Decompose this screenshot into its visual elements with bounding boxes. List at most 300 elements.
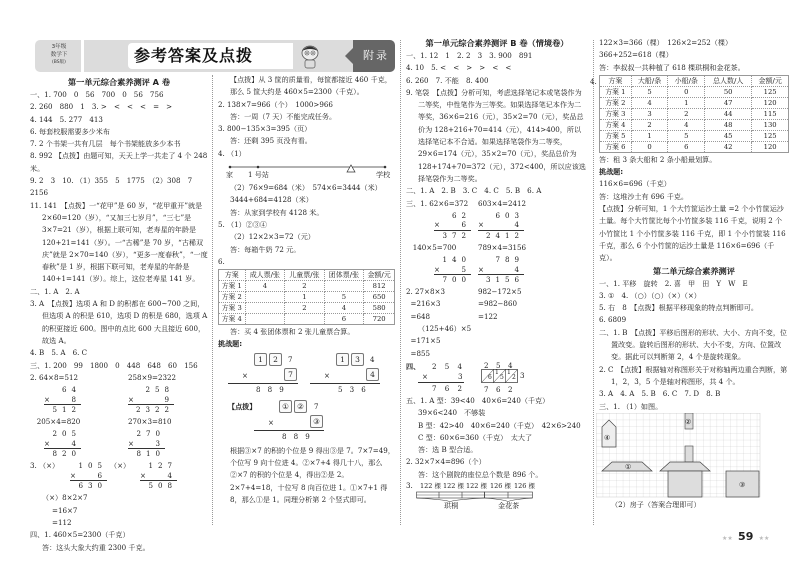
puzzle-digit: 4 bbox=[370, 354, 375, 364]
table-cell bbox=[245, 292, 285, 303]
table-cell: 方案 6 bbox=[600, 141, 632, 152]
multiplier: 4 bbox=[167, 470, 177, 480]
lattice-cell: 2 bbox=[512, 373, 516, 381]
answer-line: 9. 2 3 10. （1）355 5 1775 （2）308 7 2156 bbox=[30, 176, 200, 198]
page-header-banner bbox=[35, 40, 395, 72]
bar-diagram bbox=[416, 488, 541, 502]
table-cell: 2 bbox=[631, 119, 668, 130]
shape-3-label: ③ bbox=[739, 479, 746, 489]
answer-line: 366+252=618（棵） bbox=[599, 50, 673, 60]
appendix-tab: 附录 bbox=[353, 40, 395, 72]
table-cell: 5 bbox=[631, 86, 668, 97]
multiplier-row bbox=[478, 220, 524, 231]
column-1 bbox=[30, 76, 208, 554]
grade-label bbox=[39, 43, 79, 69]
table-cell: 0 bbox=[668, 86, 705, 97]
table-cell: 6 bbox=[668, 141, 705, 152]
vertical-multiplication-row bbox=[30, 460, 208, 492]
verdict-label: 3. （×） bbox=[30, 461, 60, 471]
page-number: 59 bbox=[738, 530, 754, 543]
table-cell: 2 bbox=[668, 108, 705, 119]
answer-line: 7. 2 个书架一共有几层 每个书架能放多少本书 bbox=[30, 139, 181, 149]
answer-part: 140×5=700 bbox=[406, 242, 457, 252]
puzzle-box: 1 bbox=[336, 353, 349, 366]
answer-line: 39×6<240 不够装 bbox=[418, 408, 486, 418]
part-label: 126 棵 bbox=[514, 482, 535, 491]
answer-table-block bbox=[590, 75, 789, 153]
lattice-cell: 6 bbox=[488, 373, 492, 381]
answer-line: 3. ① 4. （○）（○）（×）（×） bbox=[599, 290, 701, 300]
lattice-cell: 1 bbox=[495, 368, 499, 376]
header-separator bbox=[81, 40, 84, 72]
answer-table-block bbox=[218, 269, 395, 325]
vertical-multiplication bbox=[478, 211, 524, 241]
answer-line: 答：选 B 型合适。 bbox=[418, 445, 478, 455]
multiplier: 6 bbox=[461, 220, 471, 230]
table-cell: 1 bbox=[668, 97, 705, 108]
puzzle-box: 4 bbox=[366, 368, 379, 381]
puzzle-box: 1 bbox=[254, 353, 267, 366]
table-cell: 2 bbox=[285, 303, 325, 314]
table-header-cell: 方案 bbox=[219, 270, 246, 281]
multiplier-row bbox=[70, 471, 107, 482]
table-cell: 120 bbox=[752, 97, 789, 108]
rule-line bbox=[418, 382, 464, 383]
answer-line: 答：这头大象大约重 2300 千克。 bbox=[42, 542, 150, 552]
table-row bbox=[219, 281, 395, 292]
table-header-row bbox=[600, 75, 789, 86]
multiplicand: 270 bbox=[136, 429, 165, 439]
part-label: 122 棵 bbox=[420, 482, 441, 491]
table-cell bbox=[324, 281, 364, 292]
table-cell: 方案 3 bbox=[219, 303, 246, 314]
table-cell: 650 bbox=[364, 292, 395, 303]
school-label: 学校 bbox=[376, 170, 391, 180]
multiplier: 6 bbox=[97, 470, 107, 480]
table-header-cell: 成人票/张 bbox=[245, 270, 285, 281]
table-header-cell: 儿童票/张 bbox=[285, 270, 325, 281]
table-cell: 130 bbox=[752, 119, 789, 130]
table-cell: 812 bbox=[364, 281, 395, 292]
times-sign: × bbox=[44, 394, 55, 404]
times-sign: × bbox=[128, 438, 139, 448]
table-cell bbox=[245, 314, 285, 325]
multiplier-row bbox=[434, 265, 471, 276]
product: 2412 bbox=[485, 230, 524, 240]
times-sign: × bbox=[478, 264, 489, 274]
answer-line: =855 bbox=[406, 348, 430, 358]
answer-pair bbox=[406, 298, 588, 310]
product: 508 bbox=[148, 481, 177, 491]
table-cell: 47 bbox=[705, 97, 752, 108]
answer-line: 二、1. B 【点拨】平移后图形的形状、大小、方向不变，位置改变。旋转后图形的形状、大小不变，方向、位置改变。据此可以判断第 2，4 个是旋转现象。 bbox=[599, 327, 788, 362]
multiplicand: 62 bbox=[451, 210, 471, 220]
shape-4-label: ④ bbox=[604, 432, 611, 442]
shape-1-label: ① bbox=[625, 461, 632, 471]
puzzle-digit: 7 bbox=[314, 401, 319, 411]
table-cell: 115 bbox=[752, 108, 789, 119]
answer-line: 3. A 【点拨】选项 A 和 D 的积都在 600~700 之间，但选项 A 的积是 610，选项 D 的积是 680，选项 A 的积更接近 600。图中的点比 600 大且接近 600，故选 A。 bbox=[30, 299, 210, 345]
product: 7 6 2 bbox=[432, 383, 466, 393]
answer-line: 答：还剩 395 页没有看。 bbox=[230, 136, 312, 146]
answer-part: 2. 27×8×3 bbox=[406, 287, 445, 297]
table-header-row bbox=[219, 270, 395, 281]
answer-line: 6. 每套校服需要多少米布 bbox=[30, 126, 110, 136]
product: 810 bbox=[136, 449, 165, 459]
table-cell: 580 bbox=[364, 303, 395, 314]
vertical-multiplication bbox=[434, 211, 471, 241]
table-row bbox=[219, 314, 395, 325]
product: 512 bbox=[52, 405, 81, 415]
table-cell: 48 bbox=[705, 119, 752, 130]
vertical-multiplication bbox=[30, 461, 107, 491]
multiplier: 4 bbox=[514, 220, 524, 230]
group-label: 珙桐 bbox=[444, 501, 459, 511]
answer-line: 4. 10 5. < < > > < < bbox=[406, 63, 512, 73]
multiplicand: 789 bbox=[495, 255, 524, 265]
product: 700 bbox=[442, 275, 471, 285]
answer-line: 3444+684=4128（米） bbox=[230, 195, 313, 205]
table-cell: 方案 1 bbox=[600, 86, 632, 97]
answer-line: 9. 笔袋 【点拨】分析可知，考虑选择笔记本或笔袋作为二等奖，中性笔作为三等奖。如果选择笔记本作为二等奖，36×6=216（元），35×2=70（元），奖品总价为 128+216+70=414（元），414>400，所以选择笔记本不合适。如果选择笔袋作为二等奖，29×6=174（元），35×2=70（元），奖品总价为 128+174+70=372（元），372<400，所以应该选择笔袋作为二等奖。 bbox=[406, 87, 586, 183]
answer-line: 11. 141 【点拨】一“花甲”是 60 岁，“花甲重开”就是 2×60=120（岁），“又加三七岁月”，“三七”是 3×7=21（岁），根据上联可知，老寿星的年龄是 120+21=141（岁）。一“古稀”是 70 岁，“古稀双庆”就是 2×70=140（岁），“更多一度春秋”，“一度春秋”是 1 岁，根据下联可知，老寿星的年龄是 140+1=141（岁）。综上，这位老寿星 141 岁。 bbox=[30, 200, 208, 284]
table-cell: 方案 4 bbox=[219, 314, 246, 325]
answer-part: 2. 64×8=512 bbox=[30, 372, 78, 382]
times-sign: × bbox=[434, 220, 445, 230]
answer-part: 三、1. 62×6=372 bbox=[406, 198, 469, 208]
answer-line: 122×3=366（棵） 126×2=252（棵） bbox=[599, 38, 733, 47]
table-row bbox=[600, 141, 789, 152]
table-header-cell: 金额/元 bbox=[752, 75, 789, 86]
table-cell: 42 bbox=[705, 141, 752, 152]
table-cell: 45 bbox=[705, 130, 752, 141]
table-header-cell: 大船/条 bbox=[631, 75, 668, 86]
multiplicand: 205 bbox=[52, 429, 81, 439]
puzzle-digit: 7 bbox=[288, 354, 293, 364]
answer-part: 270×3=810 bbox=[128, 417, 172, 427]
table-cell: 720 bbox=[364, 314, 395, 325]
multiplier-row bbox=[478, 265, 524, 276]
answer-pair bbox=[406, 198, 588, 210]
table-cell: 6 bbox=[324, 314, 364, 325]
station-label: 1 号站 bbox=[248, 170, 269, 180]
number-line-diagram bbox=[218, 160, 395, 182]
star-icon bbox=[764, 535, 769, 542]
rule-line bbox=[310, 383, 380, 384]
answer-line: 三、1. （1）如图。 bbox=[599, 401, 663, 411]
table-cell: 1 bbox=[631, 130, 668, 141]
item-label: 4. bbox=[590, 76, 597, 86]
answer-line: 2. 260 880 1 3. > < < < = > bbox=[30, 102, 173, 112]
table-header-cell: 团体票/张 bbox=[324, 270, 364, 281]
lattice-cell: 1 bbox=[507, 368, 511, 376]
times-sign: × bbox=[268, 417, 274, 427]
subject: 数学下 bbox=[50, 52, 68, 58]
product: 372 bbox=[442, 230, 471, 240]
table-header-cell: 小船/条 bbox=[668, 75, 705, 86]
answer-pair bbox=[406, 286, 588, 298]
vertical-multiplication bbox=[128, 429, 165, 459]
table-cell: 4 bbox=[631, 97, 668, 108]
answer-line: 答：租 3 条大船和 2 条小船最划算。 bbox=[599, 154, 717, 164]
answer-line: =112 bbox=[52, 518, 72, 528]
multiplier-row bbox=[128, 439, 165, 450]
answer-line: 116×6=696（千克） bbox=[599, 179, 671, 189]
answer-part: 789×4=3156 bbox=[478, 242, 526, 252]
table-cell: 1 bbox=[285, 292, 325, 303]
answer-line: 挑战题: bbox=[218, 339, 243, 349]
multiplier-row bbox=[44, 439, 81, 450]
multiplier: 8 bbox=[71, 394, 81, 404]
vertical-multiplication-row bbox=[406, 254, 588, 286]
translation-grid-figure bbox=[596, 413, 789, 499]
table-row bbox=[600, 130, 789, 141]
table-cell: 方案 5 bbox=[600, 130, 632, 141]
section-label: 四、 bbox=[406, 361, 421, 371]
answer-line: 4. B 5. A 6. C bbox=[30, 348, 88, 358]
answer-line: 答：一周（7 天）不能完成任务。 bbox=[230, 111, 337, 121]
answer-line: 答：每箱牛奶 72 元。 bbox=[230, 244, 301, 254]
vertical-multiplication bbox=[44, 385, 81, 415]
table-row bbox=[600, 86, 789, 97]
table-cell: 方案 3 bbox=[600, 108, 632, 119]
part-label: 126 棵 bbox=[490, 482, 511, 491]
vertical-multiplication bbox=[128, 385, 174, 415]
product: 3156 bbox=[485, 275, 524, 285]
vertical-multiplication-row bbox=[30, 428, 208, 460]
edition: (BS版) bbox=[52, 60, 66, 65]
section-title: 第一单元综合素养测评 B 卷（情境卷） bbox=[425, 38, 569, 48]
answer-line: （2）76×9=684（米） 574×6=3444（米） bbox=[230, 183, 382, 193]
puzzle-box: 2 bbox=[269, 353, 282, 366]
answer-line: 根据③×7 的积的个位是 9 得出③是 7。7×7=49，个位写 9 向十位进 4。②×7+4 得几十八，那么②×7 的积的个位是 4，得出②是 2。2×7+4=18，十位写 8 向百位进 1。①×7+1 得 8，那么①是 1。同理分析第 2 个竖式即可。 bbox=[230, 445, 395, 504]
vertical-multiplication-row bbox=[30, 384, 208, 416]
multiplicand: 105 bbox=[78, 461, 107, 471]
answer-line: 挑战题: bbox=[599, 167, 624, 177]
column-2 bbox=[218, 74, 395, 506]
table-cell: 2 bbox=[285, 281, 325, 292]
answer-part: =122 bbox=[478, 311, 498, 321]
answer-line: （125+46）×5 bbox=[418, 324, 472, 334]
times-sign: × bbox=[434, 264, 445, 274]
multiplier-row bbox=[434, 220, 471, 231]
answer-line: 五、1. A 型：39<40 40×6=240（千克） bbox=[406, 395, 550, 405]
answer-part: =216×3 bbox=[406, 299, 441, 309]
answer-line: 6. bbox=[218, 256, 225, 266]
product: 820 bbox=[52, 449, 81, 459]
multiplier: 3 bbox=[155, 438, 165, 448]
answer-line: 二、1. A 2. A bbox=[30, 286, 80, 296]
answer-line: 3. A 4. A 5. B 6. C 7. D 8. B bbox=[599, 389, 721, 399]
table-row bbox=[219, 303, 395, 314]
times-sign: × bbox=[478, 220, 489, 230]
item-label: 3. bbox=[406, 481, 413, 491]
part-label: 122 棵 bbox=[443, 482, 464, 491]
table-cell: 方案 1 bbox=[219, 281, 246, 292]
lattice-bottom: 2 bbox=[508, 384, 513, 394]
lattice-bottom: 7 bbox=[484, 384, 489, 394]
answer-pair bbox=[406, 242, 588, 254]
table-header-cell: 金额/元 bbox=[364, 270, 395, 281]
lattice-multiplication bbox=[406, 360, 588, 395]
page-number-footer bbox=[722, 530, 769, 543]
answer-line: 2. C 【点拨】根据轴对称图形关于对称轴两边重合判断，第 1，2，3，5 个是轴对称图形，共 4 个。 bbox=[599, 364, 790, 386]
puzzle-box: ① bbox=[279, 400, 292, 413]
answer-part: 205×4=820 bbox=[30, 417, 81, 427]
answer-part: 603×4=2412 bbox=[478, 198, 526, 208]
answer-line: 2. 32×7×4=896（个） bbox=[406, 457, 486, 467]
vertical-multiplication bbox=[110, 461, 177, 491]
table-cell bbox=[285, 314, 325, 325]
table-cell: 125 bbox=[752, 130, 789, 141]
hint-puzzle bbox=[218, 398, 395, 445]
table-cell: 4 bbox=[668, 119, 705, 130]
answer-line: 一、1. 平移 旋转 2. 喜 甲 田 Y W E bbox=[599, 278, 748, 288]
column-divider bbox=[593, 40, 594, 525]
answer-line: 一、1. 700 0 56 700 0 56 756 bbox=[30, 90, 164, 99]
mascot-icon bbox=[297, 43, 323, 69]
answer-line: 4. （1） bbox=[218, 148, 246, 158]
planting-diagram bbox=[406, 481, 588, 511]
answer-line: 【点拨】分析可知，1 个大竹筐运沙土量 =2 个小竹筐运沙土量。每个大竹筐比每个小竹筐多装 116 千克，说明 2 个小竹筐比 1 个小竹筐多装 116 千克，即 1 个小竹筐装 116 千克，那么 6 个小竹筐的运沙土量是 116×6=696（千克）。 bbox=[599, 204, 788, 263]
times-sign: × bbox=[242, 370, 248, 380]
multiplicand: 140 bbox=[442, 255, 471, 265]
answer-line: 6. 6809 bbox=[599, 315, 627, 325]
answer-line: 4. 144 5. 277 413 bbox=[30, 114, 103, 124]
multiplier-row bbox=[140, 471, 177, 482]
verdict-label: （×） bbox=[110, 461, 131, 471]
puzzle-result: 8 8 9 bbox=[256, 384, 284, 394]
answer-line: 答：这个剧院的座位总个数是 896 个。 bbox=[418, 469, 543, 479]
multiplicand: 64 bbox=[61, 385, 81, 395]
table-cell: 0 bbox=[631, 141, 668, 152]
answer-pair bbox=[30, 416, 208, 428]
home-label: 家 bbox=[226, 170, 234, 180]
answer-line: C 型：60×6=360（千克） 太大了 bbox=[418, 432, 533, 442]
answer-line: 【点拨】从 3 筐的质量看，每筐都接近 460 千克，那么 5 筐大约是 460×5=2300（千克）。 bbox=[230, 75, 392, 97]
multiplier: 4 bbox=[514, 264, 524, 274]
answer-line: 6. 260 7. 不能 8. 400 bbox=[406, 75, 489, 85]
answer-part: =982−860 bbox=[478, 299, 517, 309]
lattice-side: 3 bbox=[520, 370, 525, 380]
vertical-multiplication bbox=[434, 255, 471, 285]
table-row bbox=[600, 108, 789, 119]
table-cell: 方案 2 bbox=[600, 97, 632, 108]
table-cell: 120 bbox=[752, 141, 789, 152]
table-row bbox=[219, 292, 395, 303]
answer-line: 一、1. 12 1 2. 2 3 3. 900 891 bbox=[406, 51, 533, 60]
column-3 bbox=[406, 37, 588, 511]
times-sign: × bbox=[324, 370, 330, 380]
puzzle-box: 7 bbox=[284, 368, 297, 381]
vertical-multiplication bbox=[44, 429, 81, 459]
hint-label: 【点拨】 bbox=[228, 401, 257, 411]
answer-line: 答：从家到学校有 4128 米。 bbox=[230, 207, 324, 217]
answer-part: 258×9=2322 bbox=[128, 372, 176, 382]
multiplier-row bbox=[128, 395, 174, 406]
times-sign: × bbox=[140, 470, 151, 480]
answer-line: 三、1. 200 99 1800 0 448 648 60 156 bbox=[30, 360, 198, 370]
rule-line bbox=[228, 383, 298, 384]
table-cell: 方案 4 bbox=[600, 119, 632, 130]
times-sign: × bbox=[70, 470, 81, 480]
answer-line: 答：买 4 张团体票和 2 张儿童票合算。 bbox=[230, 327, 355, 337]
product: 630 bbox=[78, 481, 107, 491]
product: 2322 bbox=[135, 405, 174, 415]
answer-line: 二、1. A 2. B 3. C 4. C 5. B 6. A bbox=[406, 186, 542, 196]
group-label: 金花茶 bbox=[498, 501, 520, 511]
section-title: 第二单元综合素养测评 bbox=[653, 265, 735, 276]
table-cell: 方案 2 bbox=[219, 292, 246, 303]
table-cell: 5 bbox=[324, 292, 364, 303]
answer-line: 答：这堆沙土有 696 千克。 bbox=[599, 191, 688, 201]
table-header-cell: 方案 bbox=[600, 75, 632, 86]
page-title: 参考答案及点拨 bbox=[128, 43, 293, 69]
answer-line: 5. （1）②③④ bbox=[218, 219, 268, 229]
lattice-top: 5 bbox=[496, 360, 501, 370]
table-cell: 4 bbox=[245, 281, 285, 292]
multiplicand: 127 bbox=[148, 461, 177, 471]
times-sign: × bbox=[422, 371, 428, 381]
star-icon bbox=[727, 535, 732, 542]
table-cell: 44 bbox=[705, 108, 752, 119]
table-cell: 5 bbox=[668, 130, 705, 141]
table-header-cell: 总人数/人 bbox=[705, 75, 752, 86]
answer-line: （2）12×2×3=72（元） bbox=[230, 232, 315, 242]
lattice-cell: 5 bbox=[500, 373, 504, 381]
answer-line: =171×5 bbox=[406, 336, 441, 346]
vertical-multiplication bbox=[478, 255, 524, 285]
answer-part: =648 bbox=[406, 311, 430, 321]
table-cell: 4 bbox=[324, 303, 364, 314]
answer-line: =16×7 bbox=[52, 505, 78, 515]
factor: 3 bbox=[458, 371, 463, 381]
answer-line: 答：李叔叔一共种植了 618 棵珙桐和金花茶。 bbox=[599, 62, 745, 72]
shape-2-label: ② bbox=[685, 416, 692, 426]
lattice-bottom: 6 bbox=[496, 384, 501, 394]
times-sign: × bbox=[128, 394, 139, 404]
answer-part: 982−172×5 bbox=[478, 287, 522, 297]
challenge-puzzles bbox=[218, 351, 395, 398]
column-divider bbox=[212, 75, 213, 525]
puzzle-box: ② bbox=[294, 400, 307, 413]
table-cell bbox=[245, 303, 285, 314]
multiplicand: 603 bbox=[495, 210, 524, 220]
multiplier: 9 bbox=[164, 394, 174, 404]
answer-pair bbox=[30, 372, 208, 384]
lattice-top: 4 bbox=[508, 360, 513, 370]
multiplicand: 258 bbox=[145, 385, 174, 395]
section-title: 第一单元综合素养测评 A 卷 bbox=[67, 77, 171, 87]
answer-line: 8. 992 【点拨】由题可知，天天上学一共走了 4 个 248 米。 bbox=[30, 151, 210, 173]
answer-line: （×）8×2×7 bbox=[42, 493, 88, 503]
multiplier: 4 bbox=[71, 438, 81, 448]
answer-pair bbox=[406, 311, 588, 323]
times-sign: × bbox=[44, 438, 55, 448]
part-label: 122 棵 bbox=[466, 482, 487, 491]
grade: 3年级 bbox=[51, 44, 67, 50]
puzzle-result: 5 3 6 bbox=[338, 384, 366, 394]
answer-line: 2. 138×7=966（个） 1000>966 bbox=[218, 99, 333, 109]
vertical-multiplication-row bbox=[406, 210, 588, 242]
answer-line: 5. 右 8 【点拨】根据平移现象的特点判断即可。 bbox=[599, 303, 758, 313]
puzzle-box: ③ bbox=[310, 415, 323, 428]
answer-table bbox=[218, 269, 395, 325]
answer-line: （2）房子（答案合理即可） bbox=[611, 499, 701, 509]
answer-line: 3. 800−135×3=395（页） bbox=[218, 124, 312, 134]
table-cell: 50 bbox=[705, 86, 752, 97]
table-cell: 3 bbox=[631, 108, 668, 119]
